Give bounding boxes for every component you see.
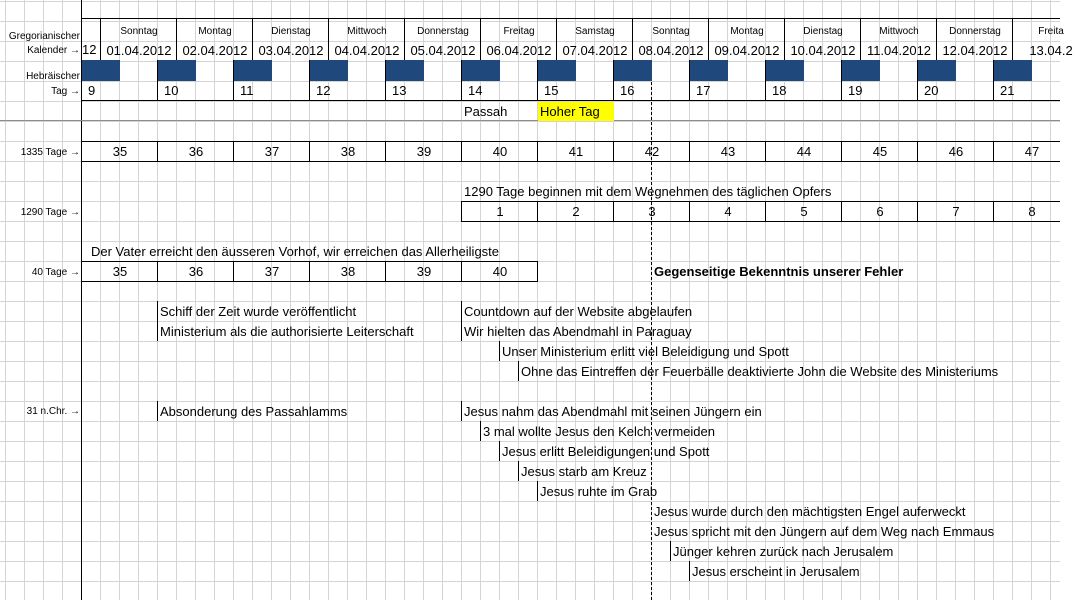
event-ministerium: Ministerium als die authorisierte Leiterschaft bbox=[160, 324, 414, 339]
header-line-bottom bbox=[81, 100, 1060, 101]
weekday-name: Montag bbox=[198, 26, 232, 37]
hebrew-day-number: 14 bbox=[468, 83, 483, 98]
count-1335-cell: 39 bbox=[416, 144, 432, 159]
count-1290-cell: 6 bbox=[876, 204, 884, 219]
weekday-name: Mittwoch bbox=[879, 26, 919, 37]
event-abendmahl-paraguay: Wir hielten das Abendmahl in Paraguay bbox=[464, 324, 692, 339]
count-1290-cell: 8 bbox=[1028, 204, 1036, 219]
weekday-name: Sonntag bbox=[652, 26, 690, 37]
week-block bbox=[158, 60, 196, 81]
passah-label: Passah bbox=[464, 104, 508, 119]
hebrew-day-divider bbox=[613, 60, 614, 100]
hebrew-day-divider bbox=[157, 60, 158, 100]
count-40-cell: 35 bbox=[112, 264, 128, 279]
gregorian-date: 11.04.2012 bbox=[866, 43, 932, 58]
row-label-1335: 1335 Tage → bbox=[20, 147, 80, 158]
weekday-name: Sonntag bbox=[120, 26, 158, 37]
count-1335-cell: 47 bbox=[1024, 144, 1040, 159]
high-day-label: Hoher Tag bbox=[538, 102, 614, 121]
hebrew-label-line2: Tag → bbox=[51, 86, 80, 97]
gregorian-date: 07.04.2012 bbox=[562, 43, 628, 58]
event-beleidigung: Unser Ministerium erlitt viel Beleidigung und Spott bbox=[502, 344, 789, 359]
row-label-31: 31 n.Chr. → bbox=[26, 406, 80, 417]
count-1335-cell: 45 bbox=[872, 144, 888, 159]
count-1335-cell: 35 bbox=[112, 144, 128, 159]
count-1290-cell: 7 bbox=[952, 204, 960, 219]
hebrew-day-divider bbox=[537, 60, 538, 100]
hebrew-day-number: 21 bbox=[1000, 83, 1015, 98]
gregorian-partial-date: 12 bbox=[82, 42, 97, 57]
row-1335-bottom bbox=[81, 161, 1060, 162]
gregorian-date: 09.04.2012 bbox=[714, 43, 780, 58]
modern-tick-2 bbox=[461, 301, 462, 341]
ancient-tick-7 bbox=[670, 541, 671, 561]
count-1335-cell: 42 bbox=[644, 144, 660, 159]
gregorian-date: 10.04.2012 bbox=[790, 43, 856, 58]
weekday-name: Dienstag bbox=[271, 26, 311, 37]
weekday-name: Montag bbox=[730, 26, 764, 37]
hebrew-day-divider bbox=[841, 60, 842, 100]
hebrew-day-number: 11 bbox=[240, 83, 254, 98]
hebrew-day-number: 20 bbox=[924, 83, 939, 98]
hebrew-day-divider bbox=[81, 60, 82, 100]
event-jerusalem-zurueck: Jünger kehren zurück nach Jerusalem bbox=[673, 544, 894, 559]
count-1335-cell: 38 bbox=[340, 144, 356, 159]
hebrew-day-number: 12 bbox=[316, 83, 331, 98]
modern-tick-1 bbox=[157, 301, 158, 341]
heading-40: Der Vater erreicht den äusseren Vorhof, wir erreichen das Allerheiligste bbox=[91, 244, 500, 259]
gregorian-date: 02.04.2012 bbox=[182, 43, 248, 58]
event-kelch: 3 mal wollte Jesus den Kelch vermeiden bbox=[483, 424, 715, 439]
week-block bbox=[386, 60, 424, 81]
gregorian-date: 06.04.2012 bbox=[486, 43, 552, 58]
row-label-1290: 1290 Tage → bbox=[20, 207, 80, 218]
ancient-tick-3 bbox=[480, 421, 481, 441]
count-1335-cell: 46 bbox=[948, 144, 964, 159]
gregorian-date: 08.04.2012 bbox=[638, 43, 704, 58]
row-1290-top bbox=[461, 201, 1060, 202]
hebrew-day-divider bbox=[917, 60, 918, 100]
weekday-name: Mittwoch bbox=[347, 26, 387, 37]
gregorian-date: 04.04.2012 bbox=[334, 43, 400, 58]
event-abendmahl-juenger: Jesus nahm das Abendmahl mit seinen Jüngern ein bbox=[464, 404, 762, 419]
week-block bbox=[842, 60, 880, 81]
header-line-top bbox=[81, 18, 1060, 19]
week-block bbox=[766, 60, 804, 81]
week-block bbox=[538, 60, 576, 81]
week-block bbox=[918, 60, 956, 81]
count-1290-cell: 1 bbox=[496, 204, 504, 219]
row-40-divider bbox=[537, 261, 538, 281]
week-block bbox=[310, 60, 348, 81]
gregorian-label-line1: Gregorianischer bbox=[8, 31, 80, 42]
hebrew-day-number: 17 bbox=[696, 83, 711, 98]
hebrew-day-number: 15 bbox=[544, 83, 559, 98]
weekday-name: Dienstag bbox=[803, 26, 843, 37]
count-40-cell: 37 bbox=[264, 264, 280, 279]
ancient-tick-8 bbox=[689, 561, 690, 581]
event-feuerbaelle: Ohne das Eintreffen der Feuerbälle deaktivierte John die Website des Ministeriums bbox=[521, 364, 999, 379]
hebrew-day-divider bbox=[689, 60, 690, 100]
gregorian-label-line2: Kalender → bbox=[27, 45, 80, 56]
hebrew-day-number: 9 bbox=[88, 83, 96, 98]
event-schiff: Schiff der Zeit wurde veröffentlicht bbox=[160, 304, 357, 319]
gregorian-date: 12.04.2012 bbox=[942, 43, 1008, 58]
confession-note: Gegenseitige Bekenntnis unserer Fehler bbox=[654, 264, 904, 279]
hebrew-day-divider bbox=[309, 60, 310, 100]
week-block bbox=[234, 60, 272, 81]
gregorian-date: 01.04.2012 bbox=[106, 43, 172, 58]
row-label-40: 40 Tage → bbox=[31, 267, 80, 278]
count-1290-cell: 4 bbox=[724, 204, 732, 219]
count-1290-cell: 3 bbox=[648, 204, 656, 219]
hebrew-day-divider bbox=[233, 60, 234, 100]
weekday-name: Freitag bbox=[503, 26, 535, 37]
dashed-marker-line bbox=[651, 82, 652, 600]
count-40-cell: 39 bbox=[416, 264, 432, 279]
hebrew-day-number: 13 bbox=[392, 83, 407, 98]
count-1290-cell: 5 bbox=[800, 204, 808, 219]
event-emmaus: Jesus spricht mit den Jüngern auf dem Weg nach Emmaus bbox=[654, 524, 995, 539]
gregorian-date: 05.04.2012 bbox=[410, 43, 476, 58]
ancient-tick-5 bbox=[518, 461, 519, 481]
count-40-cell: 38 bbox=[340, 264, 356, 279]
hebrew-day-number: 18 bbox=[772, 83, 787, 98]
hebrew-day-divider bbox=[993, 60, 994, 100]
modern-tick-4 bbox=[518, 361, 519, 381]
count-1335-cell: 43 bbox=[720, 144, 736, 159]
gregorian-date: 13.04.2 bbox=[1029, 43, 1073, 58]
hebrew-day-divider bbox=[765, 60, 766, 100]
week-block bbox=[690, 60, 728, 81]
count-1335-cell: 37 bbox=[264, 144, 280, 159]
count-1335-cell: 36 bbox=[188, 144, 204, 159]
hebrew-label-line1: Hebräischer bbox=[26, 71, 80, 82]
heading-1290: 1290 Tage beginnen mit dem Wegnehmen des täglichen Opfers bbox=[464, 184, 832, 199]
week-block bbox=[994, 60, 1032, 81]
weekday-name: Donnerstag bbox=[417, 26, 469, 37]
modern-tick-3 bbox=[499, 341, 500, 361]
row-40-bottom bbox=[81, 281, 538, 282]
event-auferweckt: Jesus wurde durch den mächtigsten Engel auferweckt bbox=[654, 504, 966, 519]
count-1335-cell: 41 bbox=[568, 144, 584, 159]
count-1335-cell: 44 bbox=[796, 144, 812, 159]
row-1290-bottom bbox=[461, 221, 1060, 222]
hebrew-day-number: 19 bbox=[848, 83, 863, 98]
hebrew-day-number: 10 bbox=[164, 83, 179, 98]
ancient-tick-4 bbox=[499, 441, 500, 461]
event-beleidigungen: Jesus erlitt Beleidigungen und Spott bbox=[502, 444, 710, 459]
week-block bbox=[82, 60, 120, 81]
section-divider bbox=[0, 120, 1060, 121]
ancient-tick-1 bbox=[157, 401, 158, 421]
hebrew-day-divider bbox=[385, 60, 386, 100]
week-block bbox=[614, 60, 652, 81]
weekday-name: Freita bbox=[1038, 26, 1064, 37]
event-erscheint: Jesus erscheint in Jerusalem bbox=[692, 564, 860, 579]
row-1335-top bbox=[81, 141, 1060, 142]
week-block bbox=[462, 60, 500, 81]
ancient-tick-6 bbox=[537, 481, 538, 501]
event-passahlamm: Absonderung des Passahlamms bbox=[160, 404, 348, 419]
count-40-cell: 36 bbox=[188, 264, 204, 279]
hebrew-day-divider bbox=[461, 60, 462, 100]
weekday-name: Donnerstag bbox=[949, 26, 1001, 37]
event-grab: Jesus ruhte im Grab bbox=[540, 484, 658, 499]
hebrew-day-number: 16 bbox=[620, 83, 635, 98]
event-countdown: Countdown auf der Website abgelaufen bbox=[464, 304, 693, 319]
count-1290-cell: 2 bbox=[572, 204, 580, 219]
count-40-cell: 40 bbox=[492, 264, 508, 279]
ancient-tick-2 bbox=[461, 401, 462, 421]
gregorian-date: 03.04.2012 bbox=[258, 43, 324, 58]
count-1335-cell: 40 bbox=[492, 144, 508, 159]
event-kreuz: Jesus starb am Kreuz bbox=[521, 464, 647, 479]
weekday-name: Samstag bbox=[575, 26, 615, 37]
